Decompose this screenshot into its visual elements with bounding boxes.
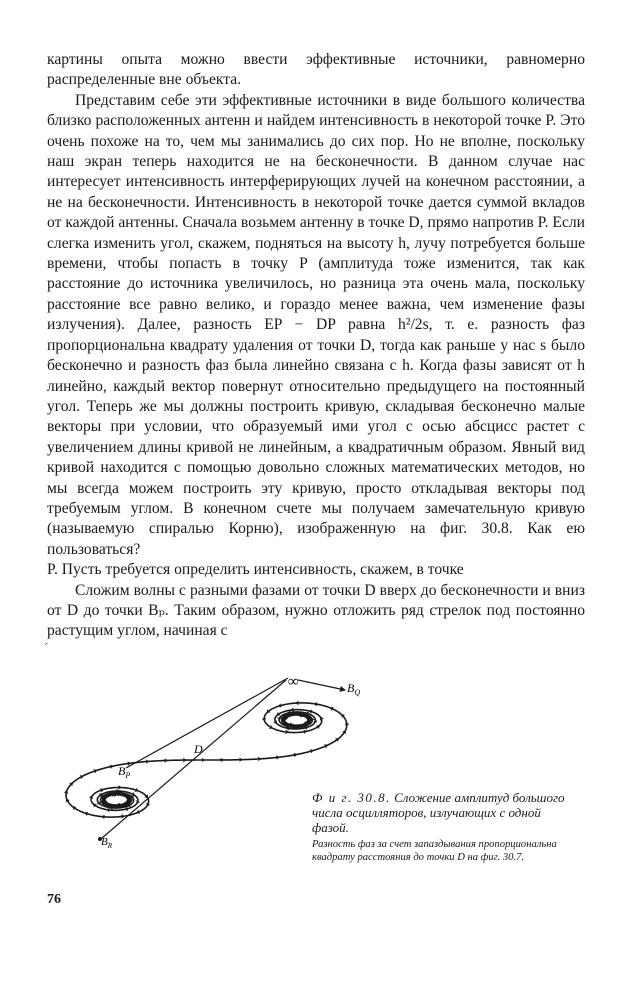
paragraph-4: Сложим волны с разными фазами от точки D вверх до бесконечности и вниз от D до точки Bₚ. Таким образом, нужно отложить ряд стрелок под постоянно растущим углом, начиная с — [47, 581, 585, 640]
label-d: D — [194, 742, 203, 756]
cornu-spiral-curve — [66, 703, 347, 817]
label-br-sub: R — [107, 842, 113, 850]
paragraph-3: P. Пусть требуется определить интенсивность, скажем, в точке — [47, 561, 464, 579]
paragraph-1: картины опыта можно ввести эффективные источники, равномерно распределенные вне объекта. — [47, 51, 585, 89]
body-text — [47, 50, 585, 642]
figure-caption — [312, 790, 574, 864]
label-bq-main: B — [347, 681, 355, 695]
label-bq-sub: Q — [354, 688, 361, 697]
label-br — [101, 836, 113, 850]
infinity-label: ∞ — [288, 674, 299, 690]
paragraph-2: Представим себе эти эффективные источники в виде большого количества близко расположенных антенн и найдем интенсивность в некоторой точке P. Это очень похоже на то, чем мы занимались до сих пор. Но не вполне, поскольку наш экран теперь находится не на бесконечности. В данном случае нас интересует интенсивность интерферирующих лучей на конечном расстоянии, а не на бесконечности. Интенсивность в некоторой точке дается суммой вкладов от каждой антенны. Сначала возьмем антенну в точке D, прямо напротив P. Если слегка изменить угол, скажем, подняться на высоту h, лучу потребуется больше времени, чтобы попасть в точку P (амплитуда тоже изменится, так как расстояние до источника увеличилось, но разница эта очень мала, поскольку расстояние все равно велико, и гораздо менее важна, чем изменение фазы излучения). Далее, разность EP − DP равна h²/2s, т. е. разность фаз пропорциональна квадрату удаления от точки D, тогда как раньше у нас s было бесконечно и разность фаз была линейно связана с h. Когда фазы зависят от h линейно, каждый вектор повернут относительно предыдущего на постоянный угол. Теперь же мы должны построить кривую, складывая бесконечно малые векторы при условии, что образуемый ими угол с осью абсцисс растет с увеличением длины кривой не линейным, а квадратичным образом. Явный вид кривой находится с помощью довольно сложных математических методов, но мы всегда можем построить эту кривую, просто откладывая векторы под требуемым углом. В конечном счете мы получаем замечательную кривую (называемую спиралью Корню), изображенную на фиг. 30.8. Как ею пользоваться? — [47, 91, 585, 558]
resultant-arrow-bq — [298, 680, 345, 690]
caption-note: Разность фаз за счет запаздывания пропорциональна квадрату расстояния до точки D на фиг. 30.7. — [312, 839, 557, 863]
label-bp-main: B — [118, 764, 126, 778]
label-bp-sub: P — [125, 771, 131, 780]
resultant-line-bp — [126, 678, 288, 768]
label-br-main: B — [101, 836, 108, 848]
caption-label: Ф и г. 30.8. — [312, 790, 391, 805]
caption-main — [312, 790, 574, 835]
label-bq — [347, 681, 360, 697]
page-number: 76 — [47, 892, 61, 907]
caption-title: Сложение амплитуд большого числа осцилляторов, излучающих с одной фазой. — [312, 790, 565, 835]
margin-mark: ´ — [44, 640, 49, 655]
